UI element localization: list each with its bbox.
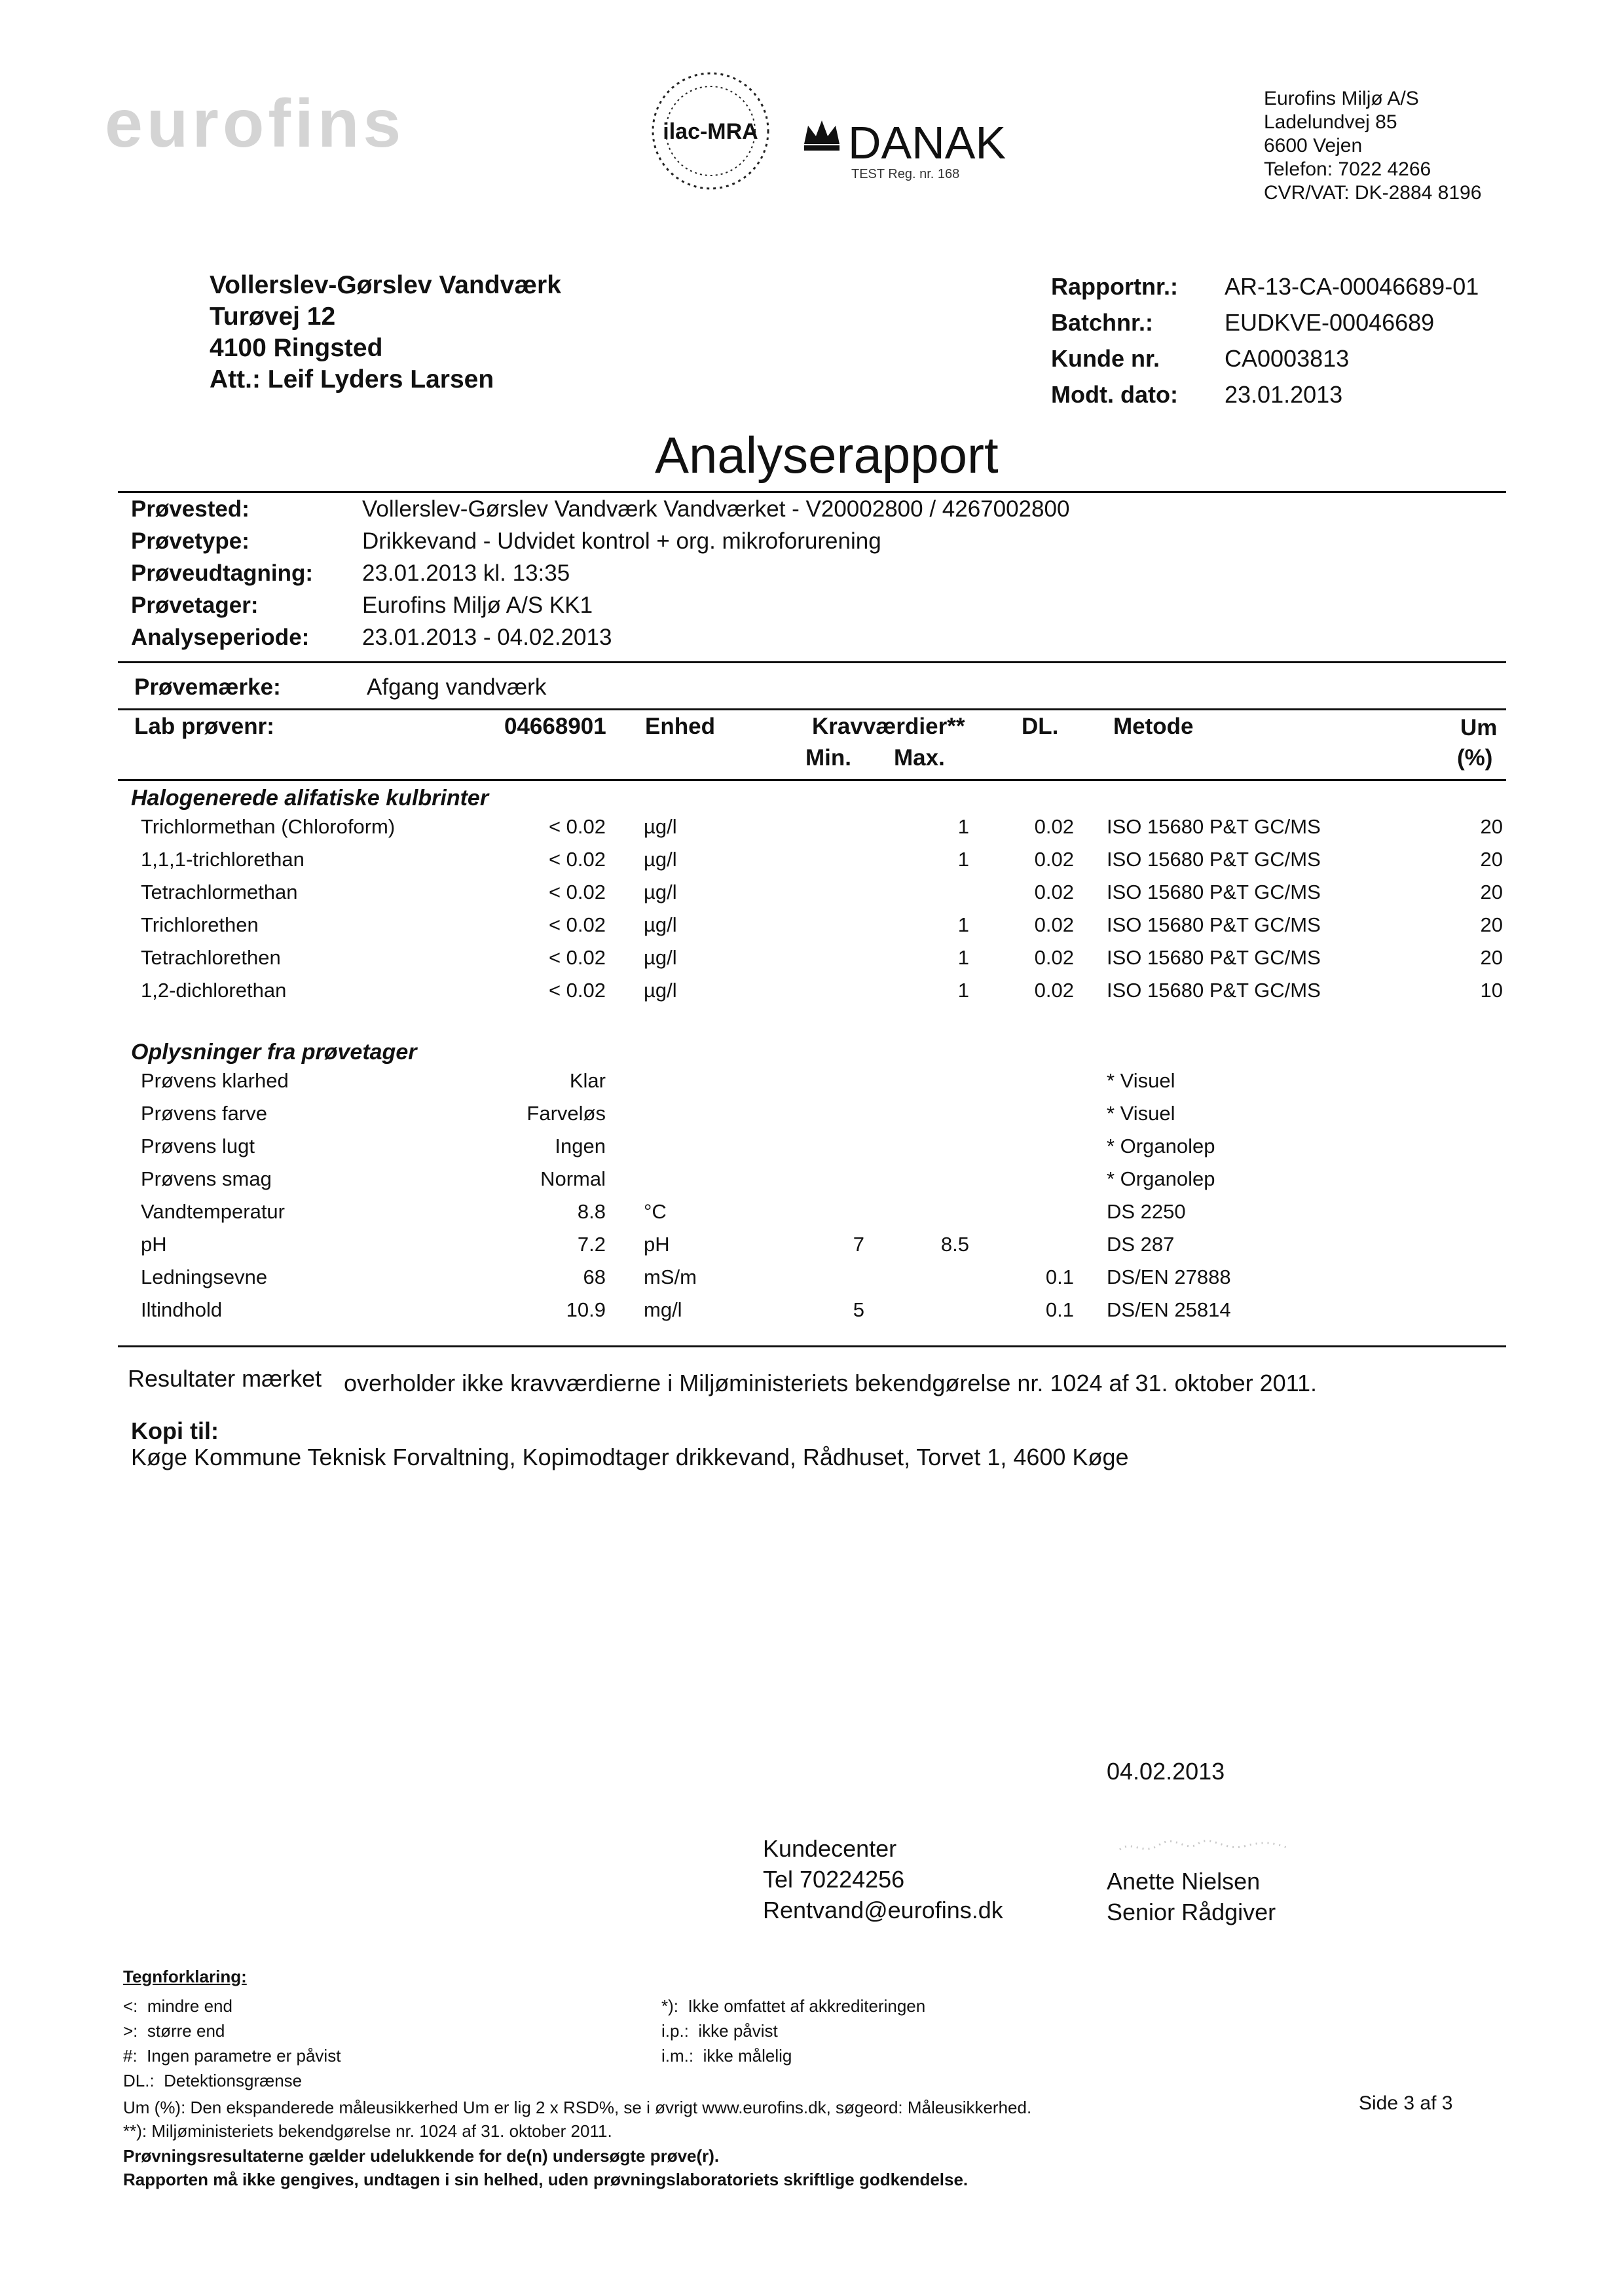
meta-label: Modt. dato: (1051, 381, 1178, 408)
um-cell: 20 (1480, 946, 1503, 969)
table-row (0, 913, 1624, 946)
method-cell: ISO 15680 P&T GC/MS (1107, 815, 1321, 838)
analysis-period: 23.01.2013 - 04.02.2013 (362, 625, 612, 650)
parameter-name: Ledningsevne (141, 1266, 268, 1288)
unit-cell: µg/l (644, 815, 677, 838)
reproduction-note: Rapporten må ikke gengives, undtagen i sin helhed, uden prøvningslaboratoriets skriftlige godkendelse. (123, 2170, 969, 2189)
dl-cell: 0.1 (1045, 1298, 1074, 1321)
method-cell: * Organolep (1107, 1135, 1215, 1157)
legend-item: DL.: Detektionsgrænse (123, 2071, 303, 2090)
ilac-mra-logo (645, 65, 776, 196)
meta-label: Rapportnr.: (1051, 273, 1178, 300)
parameter-name: 1,1,1-trichlorethan (141, 848, 304, 871)
table-row (0, 881, 1624, 913)
section-title-sampler-info: Oplysninger fra prøvetager (131, 1040, 417, 1065)
legend-item: >: større end (123, 2021, 225, 2041)
divider (118, 661, 1506, 663)
um-note: Um (%): Den ekspanderede måleusikkerhed Um er lig 2 x RSD%, se i øvrigt www.eurofins.dk, søgeord: Måleusikkerhed. (123, 2098, 1032, 2117)
um-pct-header: (%) (1457, 745, 1493, 771)
info-label: Prøveudtagning: (131, 560, 314, 586)
ilac-text: ilac-MRA (663, 119, 758, 144)
unit-cell: µg/l (644, 979, 677, 1002)
signer-block (1107, 1866, 1276, 1927)
sample-info-labels (131, 493, 313, 653)
result-value: 7.2 (577, 1233, 606, 1256)
address-line: CVR/VAT: DK-2884 8196 (1264, 182, 1482, 204)
unit-cell: µg/l (644, 848, 677, 871)
result-value: 8.8 (577, 1200, 606, 1223)
divider (118, 708, 1506, 710)
table-row (0, 1069, 1624, 1102)
legend-right (661, 1994, 925, 2068)
dl-cell: 0.02 (1034, 913, 1074, 936)
result-value: < 0.02 (548, 979, 606, 1002)
unit-cell: µg/l (644, 881, 677, 903)
dl-cell: 0.02 (1034, 815, 1074, 838)
method-cell: ISO 15680 P&T GC/MS (1107, 881, 1321, 903)
recipient-block (210, 270, 561, 395)
result-value: < 0.02 (548, 881, 606, 903)
table-row (0, 1102, 1624, 1135)
legend-title: Tegnforklaring: (123, 1967, 247, 1986)
table-row (0, 1167, 1624, 1200)
info-label: Prøvetype: (131, 528, 249, 554)
legend-item: <: mindre end (123, 1996, 232, 2016)
requirements-note: **): Miljøministeriets bekendgørelse nr. 1024 af 31. oktober 2011. (123, 2121, 612, 2141)
contact-line: Kundecenter (763, 1835, 897, 1862)
meta-label: Kunde nr. (1051, 345, 1160, 372)
parameter-name: 1,2-dichlorethan (141, 979, 287, 1002)
result-value: 68 (583, 1266, 606, 1288)
recipient-line: Vollerslev-Gørslev Vandværk (210, 271, 561, 299)
dl-header: DL. (1022, 714, 1059, 739)
signature (1113, 1827, 1297, 1866)
result-value: < 0.02 (548, 913, 606, 936)
max-cell: 1 (957, 913, 969, 936)
sample-info-values (362, 493, 1069, 653)
max-cell: 1 (957, 979, 969, 1002)
unit-cell: µg/l (644, 946, 677, 969)
max-cell: 8.5 (940, 1233, 969, 1256)
danak-reg: TEST Reg. nr. 168 (851, 167, 960, 181)
result-statement: overholder ikke kravværdierne i Miljøministeriets bekendgørelse nr. 1024 af 31. oktober 2011. (344, 1370, 1318, 1396)
method-cell: * Visuel (1107, 1069, 1175, 1092)
dl-cell: 0.02 (1034, 881, 1074, 903)
max-cell: 1 (957, 815, 969, 838)
sample-mark-label: Prøvemærke: (134, 674, 281, 700)
min-cell: 7 (853, 1233, 864, 1256)
method-header: Metode (1113, 714, 1194, 739)
table-row (0, 1135, 1624, 1167)
sample-type: Drikkevand - Udvidet kontrol + org. mikroforurening (362, 528, 881, 554)
address-line: Eurofins Miljø A/S (1264, 88, 1419, 109)
um-cell: 20 (1480, 913, 1503, 936)
table-row (0, 848, 1624, 881)
table-row (0, 1298, 1624, 1331)
result-value: < 0.02 (548, 946, 606, 969)
address-line: Telefon: 7022 4266 (1264, 158, 1431, 180)
parameter-name: Vandtemperatur (141, 1200, 285, 1223)
sample-location: Vollerslev-Gørslev Vandværk Vandværket - V20002800 / 4267002800 (362, 496, 1070, 522)
unit-cell: µg/l (644, 913, 677, 936)
sample-mark-value: Afgang vandværk (367, 674, 547, 700)
min-header: Min. (805, 745, 851, 771)
address-line: Ladelundvej 85 (1264, 111, 1397, 133)
report-number: AR-13-CA-00046689-01 (1225, 273, 1479, 300)
legend-item: #: Ingen parametre er påvist (123, 2046, 341, 2066)
info-label: Prøvetager: (131, 592, 259, 618)
result-value: < 0.02 (548, 815, 606, 838)
table-row (0, 815, 1624, 848)
address-line: 6600 Vejen (1264, 135, 1363, 156)
divider (118, 779, 1506, 781)
method-cell: DS/EN 25814 (1107, 1298, 1231, 1321)
parameter-name: pH (141, 1233, 167, 1256)
parameter-name: Tetrachlorethen (141, 946, 281, 969)
received-date: 23.01.2013 (1225, 381, 1343, 408)
parameter-name: Iltindhold (141, 1298, 223, 1321)
customer-number: CA0003813 (1225, 345, 1350, 372)
method-cell: DS/EN 27888 (1107, 1266, 1231, 1288)
parameter-name: Prøvens klarhed (141, 1069, 289, 1092)
lab-address (1264, 87, 1481, 205)
method-cell: ISO 15680 P&T GC/MS (1107, 979, 1321, 1002)
crown-icon (799, 111, 845, 157)
customer-center (763, 1833, 1003, 1925)
sample-number: 04668901 (504, 714, 606, 739)
method-cell: ISO 15680 P&T GC/MS (1107, 848, 1321, 871)
parameter-name: Prøvens farve (141, 1102, 267, 1125)
method-cell: DS 287 (1107, 1233, 1175, 1256)
sampling-time: 23.01.2013 kl. 13:35 (362, 560, 570, 586)
method-cell: ISO 15680 P&T GC/MS (1107, 946, 1321, 969)
recipient-line: Turøvej 12 (210, 302, 336, 331)
min-cell: 5 (853, 1298, 864, 1321)
um-cell: 20 (1480, 881, 1503, 903)
signer-name: Anette Nielsen (1107, 1868, 1261, 1895)
table-row (0, 979, 1624, 1011)
method-cell: * Visuel (1107, 1102, 1175, 1125)
page-title: Analyserapport (655, 426, 999, 484)
report-meta-labels (1051, 268, 1178, 412)
dl-cell: 0.02 (1034, 979, 1074, 1002)
unit-cell: mg/l (644, 1298, 682, 1321)
unit-header: Enhed (645, 714, 715, 739)
dl-cell: 0.1 (1045, 1266, 1074, 1288)
section-title-halogenated: Halogenerede alifatiske kulbrinter (131, 786, 489, 811)
table-row (0, 946, 1624, 979)
max-cell: 1 (957, 946, 969, 969)
lab-sample-label: Lab prøvenr: (134, 714, 274, 739)
copy-label: Kopi til: (131, 1417, 219, 1444)
unit-cell: °C (644, 1200, 667, 1223)
result-value: Normal (540, 1167, 606, 1190)
danak-logo: DANAK (848, 117, 1006, 168)
contact-line: Tel 70224256 (763, 1866, 905, 1893)
um-header: Um (1460, 715, 1498, 740)
parameter-name: Prøvens smag (141, 1167, 272, 1190)
table-row (0, 1266, 1624, 1298)
result-value: < 0.02 (548, 848, 606, 871)
eurofins-logo: eurofins (105, 86, 405, 162)
validity-note: Prøvningsresultaterne gælder udelukkende for de(n) undersøgte prøve(r). (123, 2146, 720, 2166)
requirements-header: Kravværdier** (812, 714, 965, 739)
sampler: Eurofins Miljø A/S KK1 (362, 592, 593, 618)
result-label: Resultater mærket (128, 1365, 322, 1392)
legend-item: i.p.: ikke påvist (661, 2021, 778, 2041)
batch-number: EUDKVE-00046689 (1225, 309, 1435, 336)
parameter-name: Trichlorethen (141, 913, 259, 936)
parameter-name: Prøvens lugt (141, 1135, 255, 1157)
unit-cell: mS/m (644, 1266, 697, 1288)
um-cell: 20 (1480, 815, 1503, 838)
table-row (0, 1200, 1624, 1233)
signer-title: Senior Rådgiver (1107, 1899, 1276, 1925)
recipient-line: Att.: Leif Lyders Larsen (210, 365, 494, 393)
divider (118, 1345, 1506, 1347)
legend-item: i.m.: ikke målelig (661, 2046, 792, 2066)
dl-cell: 0.02 (1034, 946, 1074, 969)
method-cell: DS 2250 (1107, 1200, 1186, 1223)
um-cell: 20 (1480, 848, 1503, 871)
result-value: 10.9 (566, 1298, 606, 1321)
legend-left (123, 1994, 341, 2093)
table-row (0, 1233, 1624, 1266)
max-cell: 1 (957, 848, 969, 871)
info-label: Prøvested: (131, 496, 249, 522)
unit-cell: pH (644, 1233, 670, 1256)
result-value: Farveløs (526, 1102, 606, 1125)
um-cell: 10 (1480, 979, 1503, 1002)
recipient-line: 4100 Ringsted (210, 334, 383, 362)
method-cell: ISO 15680 P&T GC/MS (1107, 913, 1321, 936)
report-meta-values (1225, 268, 1479, 412)
result-value: Klar (569, 1069, 606, 1092)
report-date: 04.02.2013 (1107, 1758, 1225, 1785)
page-number: Side 3 af 3 (1359, 2092, 1453, 2114)
copy-recipients: Køge Kommune Teknisk Forvaltning, Kopimodtager drikkevand, Rådhuset, Torvet 1, 4600 Køge (131, 1444, 1129, 1470)
info-label: Analyseperiode: (131, 625, 310, 650)
dl-cell: 0.02 (1034, 848, 1074, 871)
contact-line: Rentvand@eurofins.dk (763, 1897, 1003, 1923)
max-header: Max. (894, 745, 945, 771)
parameter-name: Tetrachlormethan (141, 881, 298, 903)
parameter-name: Trichlormethan (Chloroform) (141, 815, 396, 838)
legend-item: *): Ikke omfattet af akkrediteringen (661, 1996, 926, 2016)
meta-label: Batchnr.: (1051, 309, 1154, 336)
method-cell: * Organolep (1107, 1167, 1215, 1190)
result-value: Ingen (555, 1135, 606, 1157)
